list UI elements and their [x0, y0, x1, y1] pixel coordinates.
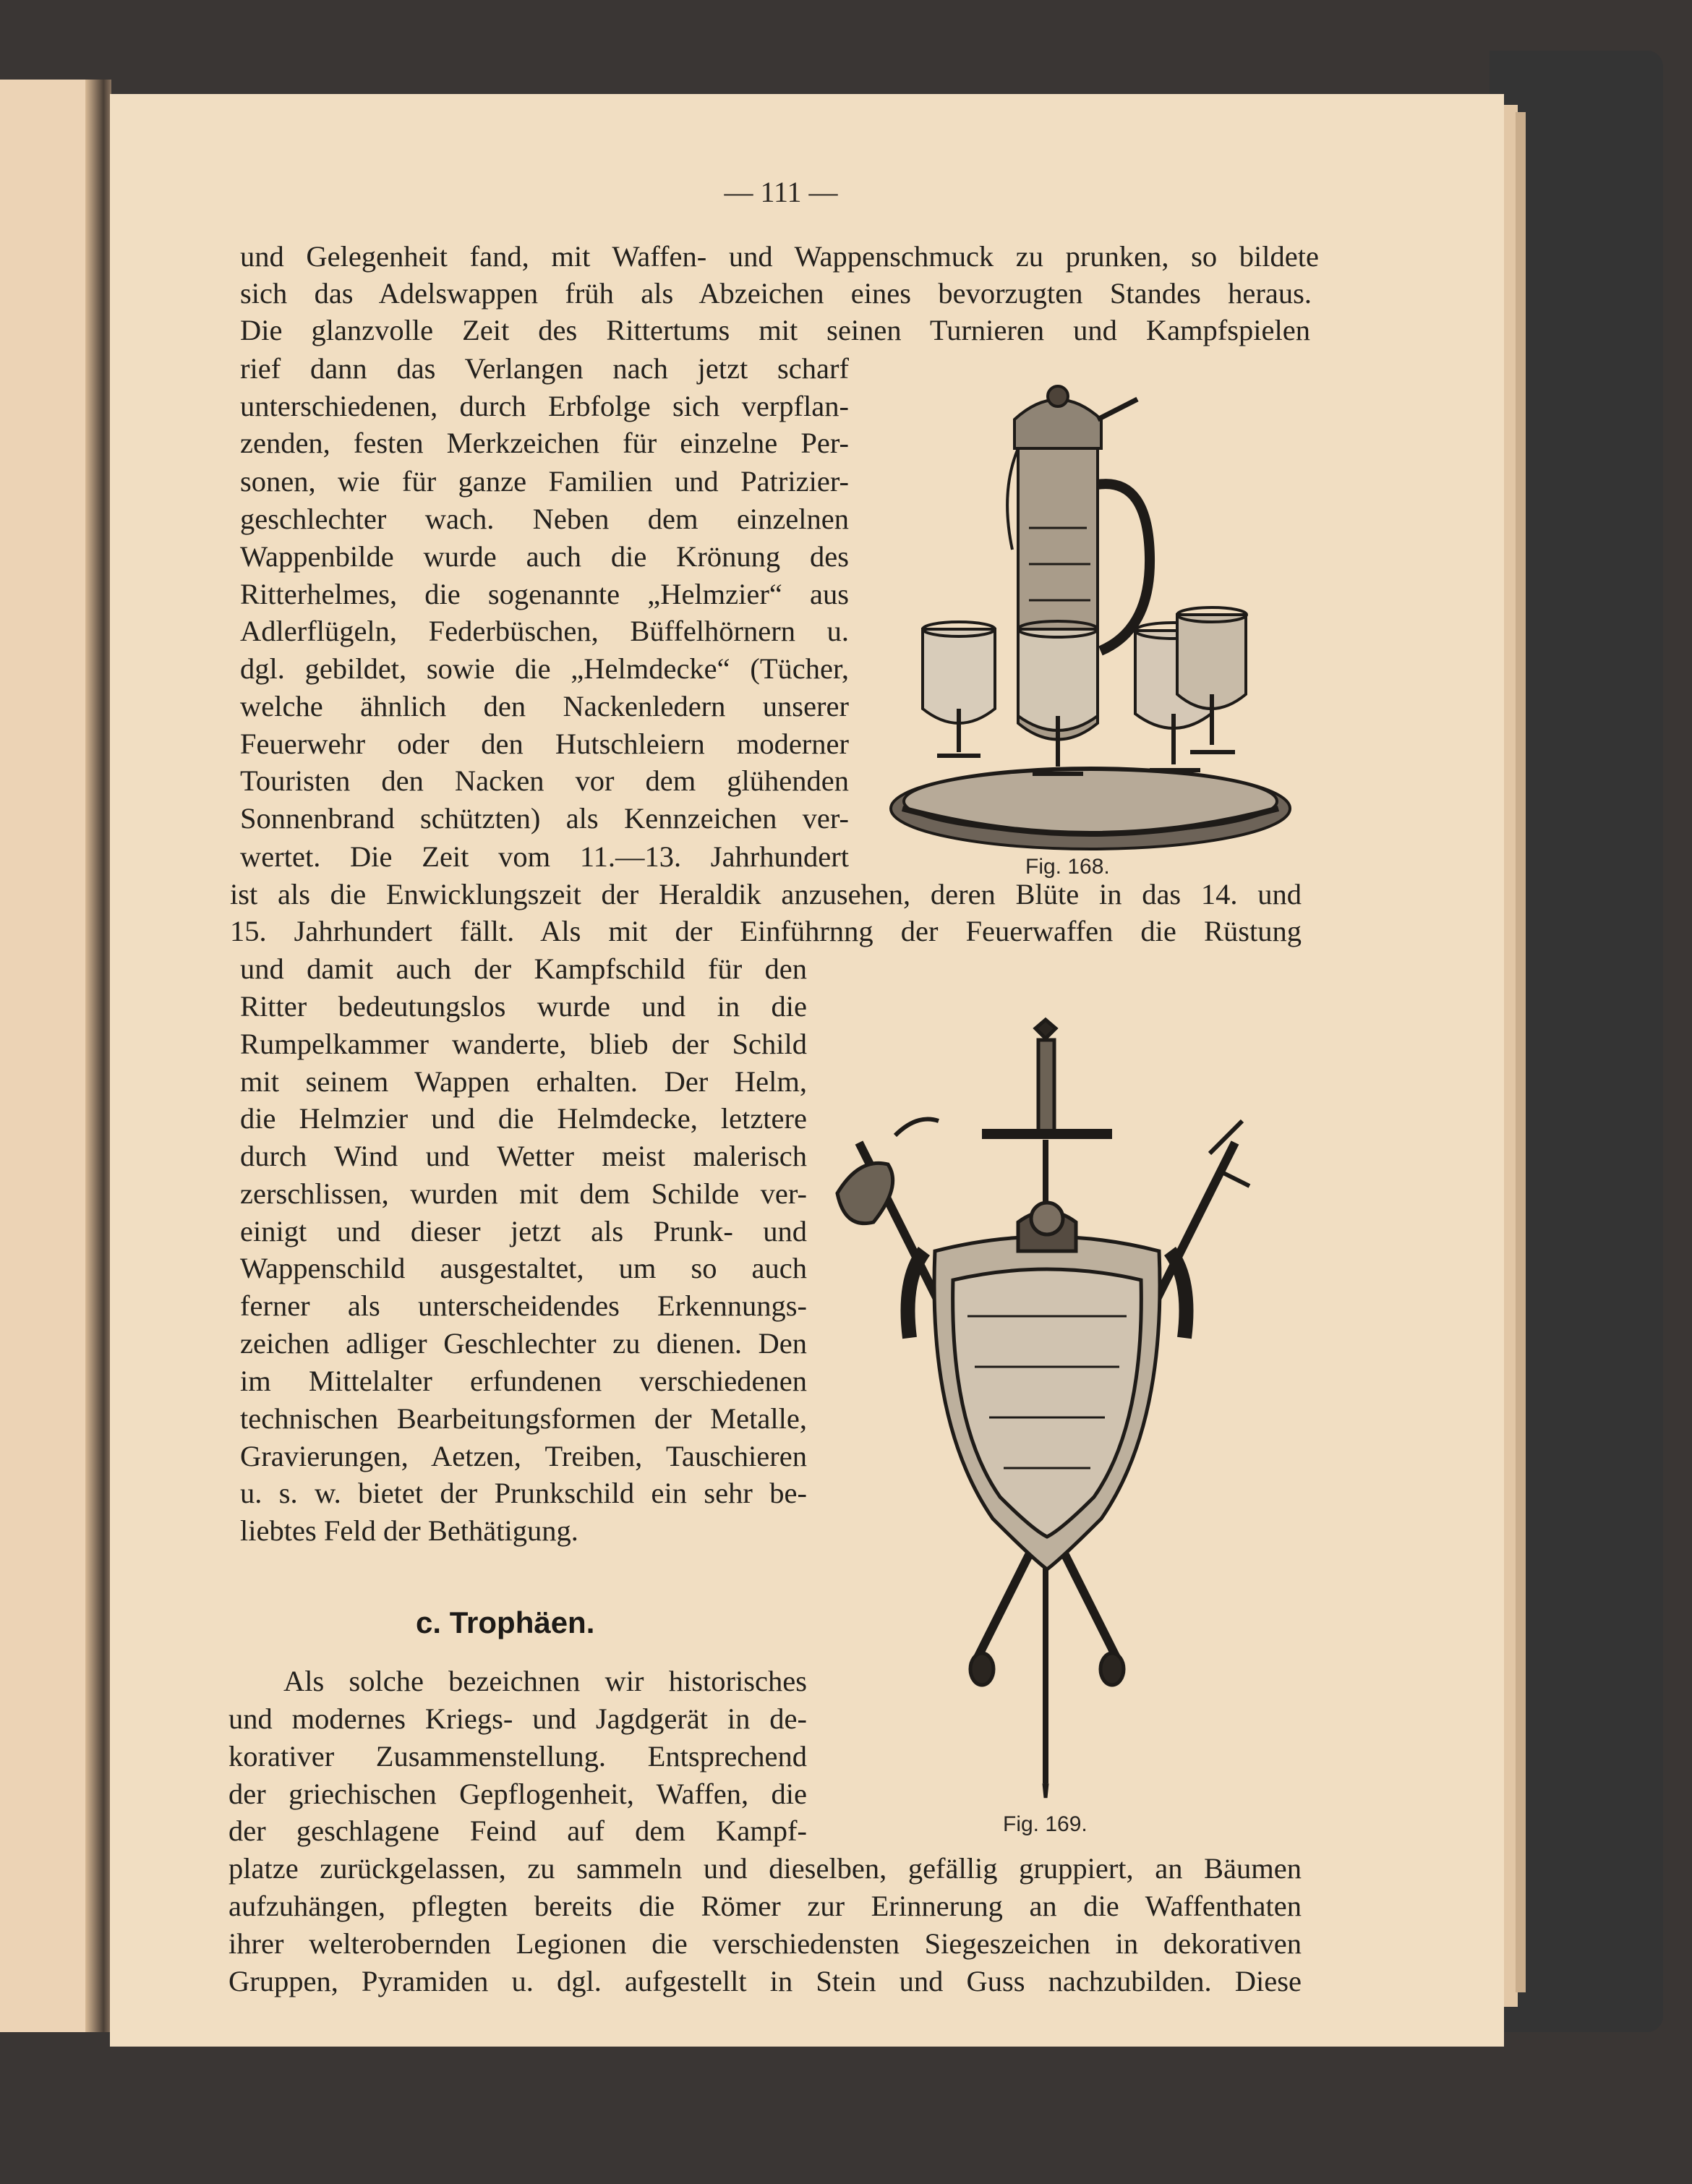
- text-line: ihrer welterobernden Legionen die verschiedensten Siegeszeichen in dekorativen: [228, 1927, 1302, 1960]
- text-line: unterschiedenen, durch Erbfolge sich verpflan-: [240, 390, 849, 422]
- text-line: Gravierungen, Aetzen, Treiben, Tauschieren: [240, 1440, 807, 1472]
- text-line: der griechischen Gepflogenheit, Waffen, die: [228, 1778, 807, 1810]
- text-line: einigt und dieser jetzt als Prunk- und: [240, 1215, 807, 1247]
- text-line: welche ähnlich den Nackenledern unserer: [240, 690, 849, 722]
- text-line: technischen Bearbeitungsformen der Metalle,: [240, 1402, 807, 1435]
- text-line: u. s. w. bietet der Prunkschild ein sehr be-: [240, 1477, 807, 1509]
- text-line: der geschlagene Feind auf dem Kampf-: [228, 1814, 807, 1847]
- text-line: liebtes Feld der Bethätigung.: [240, 1514, 578, 1547]
- text-line: die Helmzier und die Helmdecke, letztere: [240, 1102, 807, 1135]
- text-line: Wappenbilde wurde auch die Krönung des: [240, 540, 849, 573]
- page-stack-shadow: [1516, 112, 1526, 1992]
- text-line: sich das Adelswappen früh als Abzeichen eines bevorzugten Standes heraus.: [240, 277, 1312, 310]
- text-line: zenden, festen Merkzeichen für einzelne Per-: [240, 427, 849, 459]
- text-line: Sonnenbrand schützten) als Kennzeichen ver-: [240, 802, 849, 835]
- text-line: platze zurückgelassen, zu sammeln und dieselben, gefällig gruppiert, an Bäumen: [228, 1852, 1302, 1885]
- book-gutter: [85, 80, 111, 2032]
- text-line: Ritterhelmes, die sogenannte „Helmzier“ aus: [240, 578, 849, 610]
- text-line: wertet. Die Zeit vom 11.—13. Jahrhundert: [240, 840, 849, 873]
- text-line: zerschlissen, wurden mit dem Schilde ver-: [240, 1177, 807, 1210]
- text-line: 15. Jahrhundert fällt. Als mit der Einführnng der Feuerwaffen die Rüstung: [230, 915, 1302, 947]
- text-line: Wappenschild ausgestaltet, um so auch: [240, 1252, 807, 1284]
- figure-169-caption: Fig. 169.: [1003, 1812, 1088, 1836]
- text-line: geschlechter wach. Neben dem einzelnen: [240, 503, 849, 535]
- text-line: und Gelegenheit fand, mit Waffen- und Wappenschmuck zu prunken, so bildete: [240, 240, 1319, 273]
- text-line: Feuerwehr oder den Hutschleiern moderner: [240, 728, 849, 760]
- text-line: mit seinem Wappen erhalten. Der Helm,: [240, 1065, 807, 1098]
- text-line: durch Wind und Wetter meist malerisch: [240, 1140, 807, 1172]
- text-line: Rumpelkammer wanderte, blieb der Schild: [240, 1028, 807, 1060]
- text-line: Die glanzvolle Zeit des Rittertums mit seinen Turnieren und Kampfspielen: [240, 314, 1310, 346]
- text-line: rief dann das Verlangen nach jetzt scharf: [240, 352, 849, 385]
- text-line: Als solche bezeichnen wir historisches: [283, 1665, 807, 1697]
- text-line: dgl. gebildet, sowie die „Helmdecke“ (Tücher,: [240, 652, 849, 685]
- text-line: zeichen adliger Geschlechter zu dienen. Den: [240, 1327, 807, 1360]
- text-line: Adlerflügeln, Federbüschen, Büffelhörnern u.: [240, 615, 849, 647]
- text-line: korativer Zusammenstellung. Entsprechend: [228, 1740, 807, 1773]
- figure-168-stein-and-glasses: [881, 376, 1300, 853]
- text-line: Ritter bedeutungslos wurde und in die: [240, 990, 807, 1023]
- text-line: aufzuhängen, pflegten bereits die Römer zur Erinnerung an die Waffenthaten: [228, 1890, 1302, 1922]
- section-heading: c. Trophäen.: [416, 1605, 595, 1639]
- figure-168-caption: Fig. 168.: [1025, 855, 1110, 879]
- text-line: Touristen den Nacken vor dem glühenden: [240, 764, 849, 797]
- text-line: Gruppen, Pyramiden u. dgl. aufgestellt in Stein und Guss nachzubilden. Diese: [228, 1965, 1302, 1997]
- text-line: und modernes Kriegs- und Jagdgerät in de-: [228, 1702, 807, 1735]
- text-line: im Mittelalter erfundenen verschiedenen: [240, 1365, 807, 1397]
- figure-169-shield-trophy: [816, 1005, 1278, 1808]
- text-line: ferner als unterscheidendes Erkennungs-: [240, 1289, 807, 1322]
- text-line: und damit auch der Kampfschild für den: [240, 952, 807, 985]
- page-number: — 111 —: [724, 176, 838, 208]
- text-line: ist als die Enwicklungszeit der Heraldik anzusehen, deren Blüte in das 14. und: [230, 878, 1302, 910]
- text-line: sonen, wie für ganze Familien und Patrizier-: [240, 465, 849, 498]
